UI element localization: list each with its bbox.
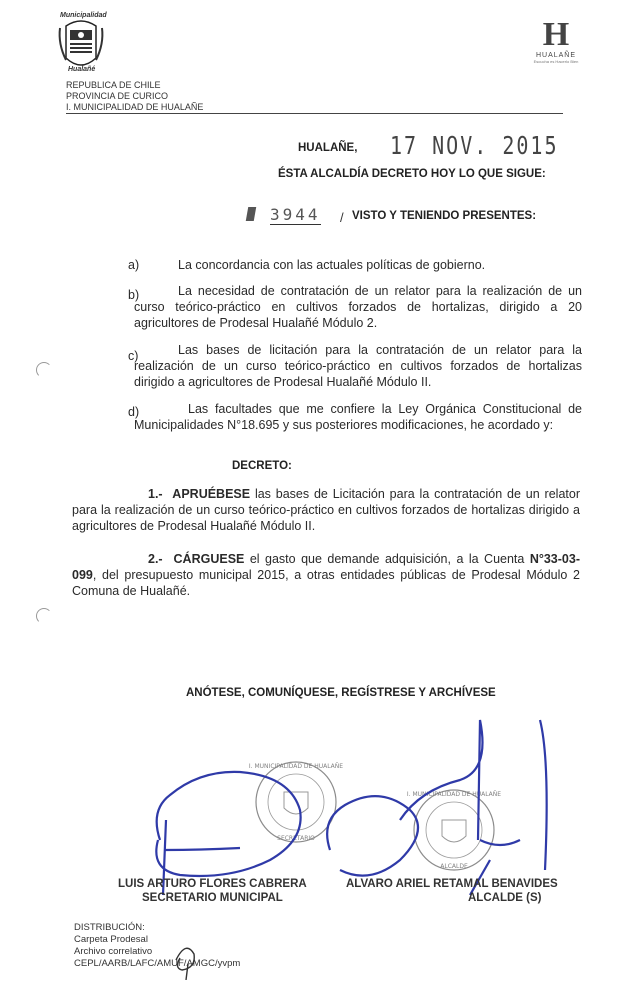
- consideration-label: c): [128, 349, 139, 363]
- seal-left-bottom: SECRETARIO: [277, 835, 315, 842]
- header-republica: REPUBLICA DE CHILE: [66, 80, 161, 90]
- logo-letters: H: [542, 16, 570, 53]
- header-rule: [66, 113, 563, 114]
- consideration-text: La necesidad de contratación de un relator para la realización de un curso teórico-práctico en cultivos forzados de hortalizas, dirigido a 20 agricultores de Prodesal Hualañé Módulo 2.: [134, 284, 582, 330]
- logo-name: HUALAÑE: [535, 52, 577, 59]
- consideration-text: Las bases de licitación para la contratación de un relator para la realización de un curso teórico-práctico en cultivos forzados de hortalizas dirigido a agricultores de Prodesal Hualañé Módulo II.: [134, 343, 582, 389]
- secretary-name: LUIS ARTURO FLORES CABRERA: [118, 878, 307, 890]
- distribution-line: CEPL/AARB/LAFC/AMUF/AMGC/yvpm: [74, 958, 241, 969]
- distribution-line: Archivo correlativo: [74, 946, 153, 957]
- article-2-num: 2.-: [148, 552, 163, 566]
- consideration-label: b): [128, 288, 140, 302]
- article-2-text2: , del presupuesto municipal 2015, a otras entidades públicas de Prodesal Módulo 2 Comuna de Hualañé.: [72, 568, 580, 598]
- visto-line: VISTO Y TENIENDO PRESENTES:: [352, 210, 537, 222]
- place: HUALAÑE,: [298, 142, 358, 154]
- header-municipalidad: I. MUNICIPALIDAD DE HUALAÑE: [66, 102, 204, 112]
- punch-hole-mark: [36, 362, 52, 378]
- article-2-text1: el gasto que demande adquisición, a la Cuenta: [244, 552, 530, 566]
- article-1: [72, 486, 580, 534]
- consideration-text: La concordancia con las actuales políticas de gobierno.: [178, 258, 486, 272]
- consideration-text: Las facultades que me confiere la Ley Orgánica Constitucional de Municipalidades N°18.695 y sus posteriores modificaciones, he acordado y:: [134, 402, 582, 432]
- decreto-title: DECRETO:: [232, 460, 292, 472]
- closing-line: ANÓTESE, COMUNÍQUESE, REGÍSTRESE Y ARCHÍVESE: [186, 687, 496, 699]
- article-2: [72, 551, 580, 599]
- secretary-signature-icon: [156, 772, 300, 895]
- crest-top-text: Municipalidad: [60, 12, 107, 19]
- article-1-text: las bases de Licitación para la contratación de un relator para la realización de un curso teórico-práctico en cultivos forzados de hortalizas dirigido a agricultores de Prodesal Hualañé Módulo II.: [72, 487, 580, 533]
- article-2-verb: CÁRGUESE: [173, 552, 245, 566]
- stamp-mark-icon: [246, 207, 256, 221]
- date-stamp: 17 NOV. 2015: [390, 130, 559, 160]
- punch-hole-mark: [36, 608, 52, 624]
- decree-slash: /: [340, 210, 344, 225]
- intro-line: ÉSTA ALCALDÍA DECRETO HOY LO QUE SIGUE:: [278, 168, 546, 180]
- logo-tagline: Escucha es Hacerlo Bien: [533, 59, 579, 64]
- distribution-line: Carpeta Prodesal: [74, 934, 148, 945]
- crest-bottom-text: Hualañé: [68, 66, 96, 73]
- article-1-num: 1.-: [148, 487, 163, 501]
- alcalde-seal-icon: [407, 790, 501, 870]
- article-2-account: N°33-03-099: [72, 552, 580, 582]
- seal-right-top: I. MUNICIPALIDAD DE HUALAÑE: [406, 791, 502, 798]
- seal-right-bottom: ALCALDE: [440, 863, 468, 870]
- alcalde-name: ALVARO ARIEL RETAMAL BENAVIDES: [346, 878, 558, 890]
- secretary-title: SECRETARIO MUNICIPAL: [142, 892, 283, 904]
- hualane-logo-icon: [533, 18, 579, 66]
- alcalde-title: ALCALDE (S): [468, 892, 542, 904]
- article-1-verb: APRUÉBESE: [172, 487, 251, 501]
- signatures-and-seals: [0, 700, 640, 900]
- distribution-title: DISTRIBUCIÓN:: [74, 922, 145, 933]
- consideration-label: d): [128, 405, 140, 419]
- consideration-label: a): [128, 258, 140, 272]
- seal-left-top: I. MUNICIPALIDAD DE HUALAÑE: [248, 763, 344, 770]
- decree-number: 3944: [270, 205, 321, 224]
- header-provincia: PROVINCIA DE CURICO: [66, 91, 169, 101]
- initials-scribble-icon: [166, 940, 206, 980]
